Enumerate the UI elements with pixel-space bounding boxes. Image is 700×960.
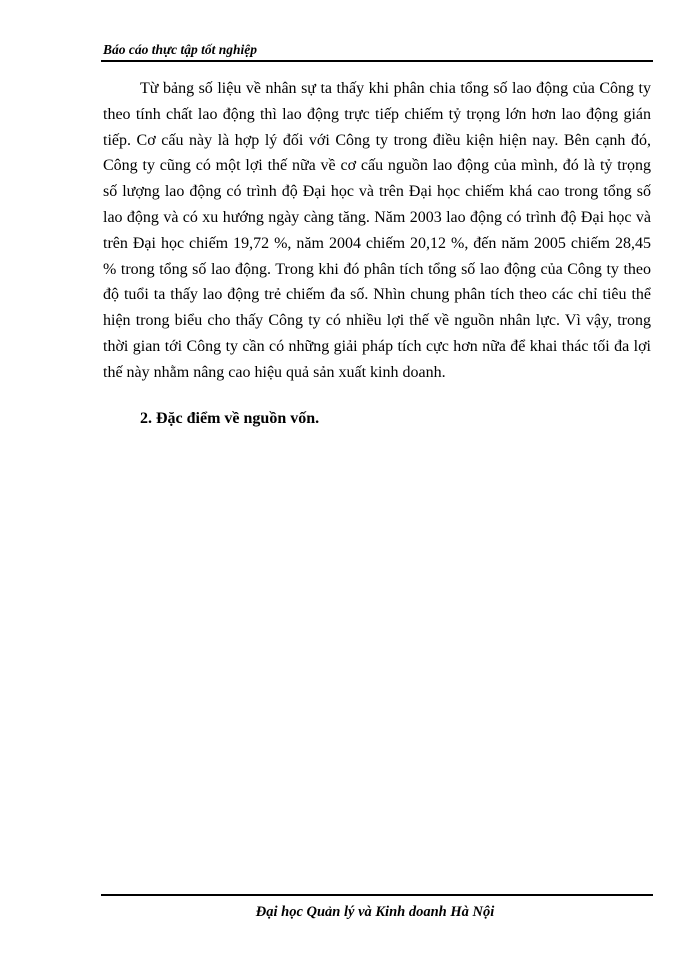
page-header-title: Báo cáo thực tập tốt nghiệp [103, 42, 257, 57]
footer-divider [101, 894, 653, 896]
body-paragraph: Từ bảng số liệu về nhân sự ta thấy khi phân chia tổng số lao động của Công ty theo tính chất lao động thì lao động trực tiếp chiếm tỷ trọng lớn hơn lao động gián tiếp. Cơ cấu này là hợp lý đối với Công ty trong điều kiện hiện nay. Bên cạnh đó, Công ty cũng có một lợi thế nữa về cơ cấu nguồn lao động của mình, đó là tỷ trọng số lượng lao động có trình độ Đại học và trên Đại học chiếm khá cao trong tổng số lao động và có xu hướng ngày càng tăng. Năm 2003 lao động có trình độ Đại học và trên Đại học chiếm 19,72 %, năm 2004 chiếm 20,12 %, đến năm 2005 chiếm 28,45 % trong tổng số lao động. Trong khi đó phân tích tổng số lao động của Công ty theo độ tuổi ta thấy lao động trẻ chiếm đa số. Nhìn chung phân tích theo các chỉ tiêu thể hiện trong biểu cho thấy Công ty có nhiều lợi thế về nguồn nhân lực. Vì vậy, trong thời gian tới Công ty cần có những giải pháp tích cực hơn nữa để khai thác tối đa lợi thế này nhằm nâng cao hiệu quả sản xuất kinh doanh. [103, 80, 651, 381]
page-footer-institution: Đại học Quản lý và Kinh doanh Hà Nội [255, 904, 495, 920]
header-divider [101, 60, 653, 62]
section-heading: 2. Đặc điểm về nguồn vốn. [140, 410, 320, 427]
